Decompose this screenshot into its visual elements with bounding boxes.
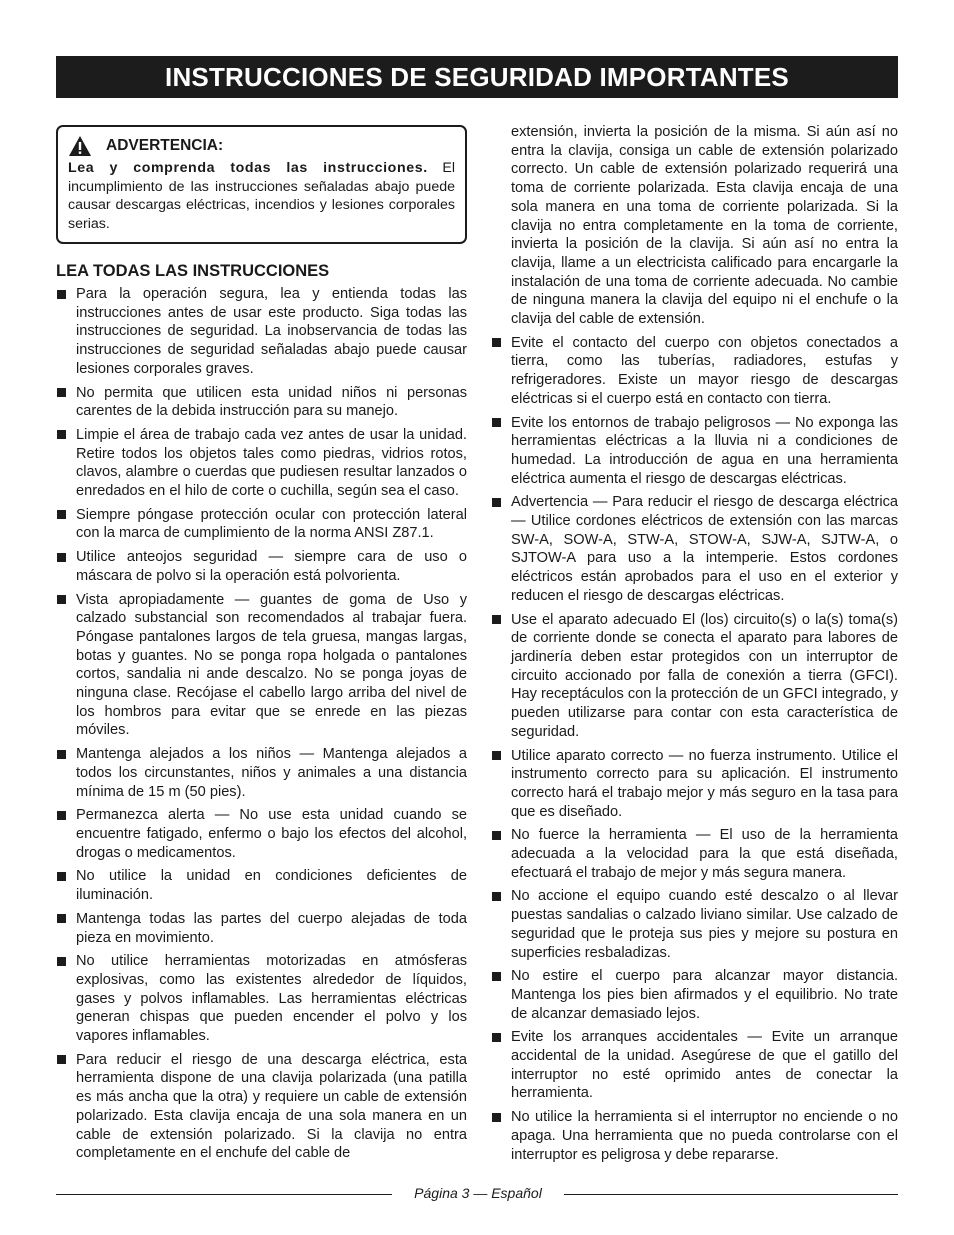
warning-text xyxy=(68,159,455,233)
list-item: No fuerce la herramienta — El uso de la herramienta adecuada a la velocidad para la que está diseñada, efectuará el trabajo de mejor y más segura manera. xyxy=(491,826,898,882)
warning-title: ADVERTENCIA: xyxy=(106,137,224,154)
warning-lead: Lea y comprenda todas las instrucciones. xyxy=(68,160,428,176)
continued-text: extensión, invierta la posición de la misma. Si aún así no entra la clavija, consiga un cable de extensión polarizado correcto. Un cable de extensión polarizado requerirá una toma de corriente polarizada. Esta clavija encaja de una sola manera en una toma de corriente polarizada. Si la clavija no entra completamente en la toma de corriente, invierta la posición de la clavija. Si aún así no entra la clavija, llame a un electricista calificado para encargarle la instalación de una toma de corriente adecuada. No cambie de ninguna manera la clavija del equipo ni el enchufe o la clavija del cable de extensión. xyxy=(511,124,898,328)
list-item: No estire el cuerpo para alcanzar mayor distancia. Mantenga los pies bien afirmados y el equilibrio. No trate de alcanzar demasiado lejos. xyxy=(491,967,898,1023)
list-item: Evite los arranques accidentales — Evite un arranque accidental de la unidad. Asegúrese de que el gatillo del interruptor no esté oprimido antes de conectar la herramienta. xyxy=(491,1028,898,1103)
list-item: Vista apropiadamente — guantes de goma de Uso y calzado substancial son recomendados al trabajar fuera. Póngase pantalones largos de tela gruesa, mangas largas, botas y guantes. No se ponga ropa holgada o pantalones cortos, sandalia ni ande descalzo. No se ponga joyas de ninguna clase. Recójase el cabello largo arriba del nivel de los hombros para evitar que se enrede en las piezas móviles. xyxy=(56,591,467,741)
list-item: Evite los entornos de trabajo peligrosos — No exponga las herramientas eléctricas a la lluvia ni a condiciones de humedad. La introducción de agua en una herramienta eléctrica aumenta el riesgo de descargas eléctricas. xyxy=(491,414,898,489)
right-instructions-list xyxy=(491,334,898,1165)
footer-rule-right xyxy=(564,1194,898,1195)
list-item: Mantenga alejados a los niños — Mantenga alejados a todos los circunstantes, niños y animales a una distancia mínima de 15 m (50 pies). xyxy=(56,745,467,801)
list-item: Evite el contacto del cuerpo con objetos conectados a tierra, como las tuberías, radiadores, estufas y refrigeradores. Existe un mayor riesgo de descargas eléctricas si el cuerpo está en contacto con tierra. xyxy=(491,334,898,409)
list-item: Utilice anteojos seguridad — siempre cara de uso o máscara de polvo si la operación está polvorienta. xyxy=(56,548,467,585)
footer-rule-left xyxy=(56,1194,392,1195)
list-item: No utilice la herramienta si el interruptor no enciende o no apaga. Una herramienta que no pueda controlarse con el interruptor es peligrosa y debe repararse. xyxy=(491,1108,898,1164)
page-footer xyxy=(56,1184,898,1204)
list-item: No utilice la unidad en condiciones deficientes de iluminación. xyxy=(56,867,467,904)
list-item: Mantenga todas las partes del cuerpo alejadas de toda pieza en movimiento. xyxy=(56,910,467,947)
list-item: Utilice aparato correcto — no fuerza instrumento. Utilice el instrumento correcto para su aplicación. El instrumento correcto hará el trabajo mejor y más seguro en la tasa para que es diseñado. xyxy=(491,747,898,822)
list-item: No accione el equipo cuando esté descalzo o al llevar puestas sandalias o calzado liviano similar. Use calzado de seguridad que le proteja sus pies y mejore su postura en superficies resbaladizas. xyxy=(491,887,898,962)
list-item: Permanezca alerta — No use esta unidad cuando se encuentre fatigado, enfermo o bajo los efectos del alcohol, drogas o medicamentos. xyxy=(56,806,467,862)
list-item: Limpie el área de trabajo cada vez antes de usar la unidad. Retire todos los objetos tales como piedras, vidrios rotos, clavos, alambre o cuerdas que pudiesen resultar lanzados o enredados en el hilo de corte o cuchilla, según sea el caso. xyxy=(56,426,467,501)
list-item: No permita que utilicen esta unidad niños ni personas carentes de la debida instrucción para su manejo. xyxy=(56,384,467,421)
list-item: Siempre póngase protección ocular con protección lateral con la marca de cumplimiento de la norma ANSI Z87.1. xyxy=(56,506,467,543)
list-item: Para la operación segura, lea y entienda todas las instrucciones antes de usar este producto. Siga todas las instrucciones de seguridad. La inobservancia de todas las instrucciones de seguridad señaladas abajo puede causar lesiones corporales graves. xyxy=(56,285,467,379)
warning-body: El incumplimiento de las instrucciones señaladas abajo puede causar descargas eléctricas, incendios y lesiones corporales serias. xyxy=(68,160,455,232)
list-item: No utilice herramientas motorizadas en atmósferas explosivas, como las existentes alrededor de líquidos, gases y polvos inflamables. Las herramientas eléctricas generan chispas que pueden encender el polvo y los vapores inflamables. xyxy=(56,952,467,1046)
title-bar xyxy=(56,56,898,98)
page-number: Página 3 — Español xyxy=(414,1185,542,1201)
warning-header xyxy=(68,135,455,157)
warning-box xyxy=(56,125,467,244)
page-title: INSTRUCCIONES DE SEGURIDAD IMPORTANTES xyxy=(165,61,789,92)
left-column xyxy=(56,125,467,1168)
warning-triangle-icon xyxy=(68,135,92,157)
section-heading: LEA TODAS LAS INSTRUCCIONES xyxy=(56,262,330,280)
list-item: Use el aparato adecuado El (los) circuito(s) o la(s) toma(s) de corriente donde se conecta el aparato para labores de jardinería deben estar protegidos con un interruptor de circuito accionado por falla de conexión a tierra (GFCI). Hay receptáculos con la protección de un GFCI integrado, y pueden utilizarse para contar con esta característica de seguridad. xyxy=(491,611,898,742)
right-column xyxy=(491,123,898,1169)
list-item: Para reducir el riesgo de una descarga eléctrica, esta herramienta dispone de una clavija polarizada (una patilla es más ancha que la otra) y requiere un cable de extensión polarizado. Esta clavija encaja de una sola manera en un cable de extensión polarizado. Si la clavija no entra completamente en el enchufe del cable de xyxy=(56,1051,467,1163)
list-item: Advertencia — Para reducir el riesgo de descarga eléctrica — Utilice cordones eléctricos de extensión con las marcas SW-A, SOW-A, STW-A, STOW-A, SJW-A, SJTW-A, o SJTOW-A para uso a la intemperie. Estos cordones eléctricos están aprobados para el uso en el exterior y reducen el riesgo de descargas eléctricas. xyxy=(491,493,898,605)
left-instructions-list xyxy=(56,285,467,1163)
